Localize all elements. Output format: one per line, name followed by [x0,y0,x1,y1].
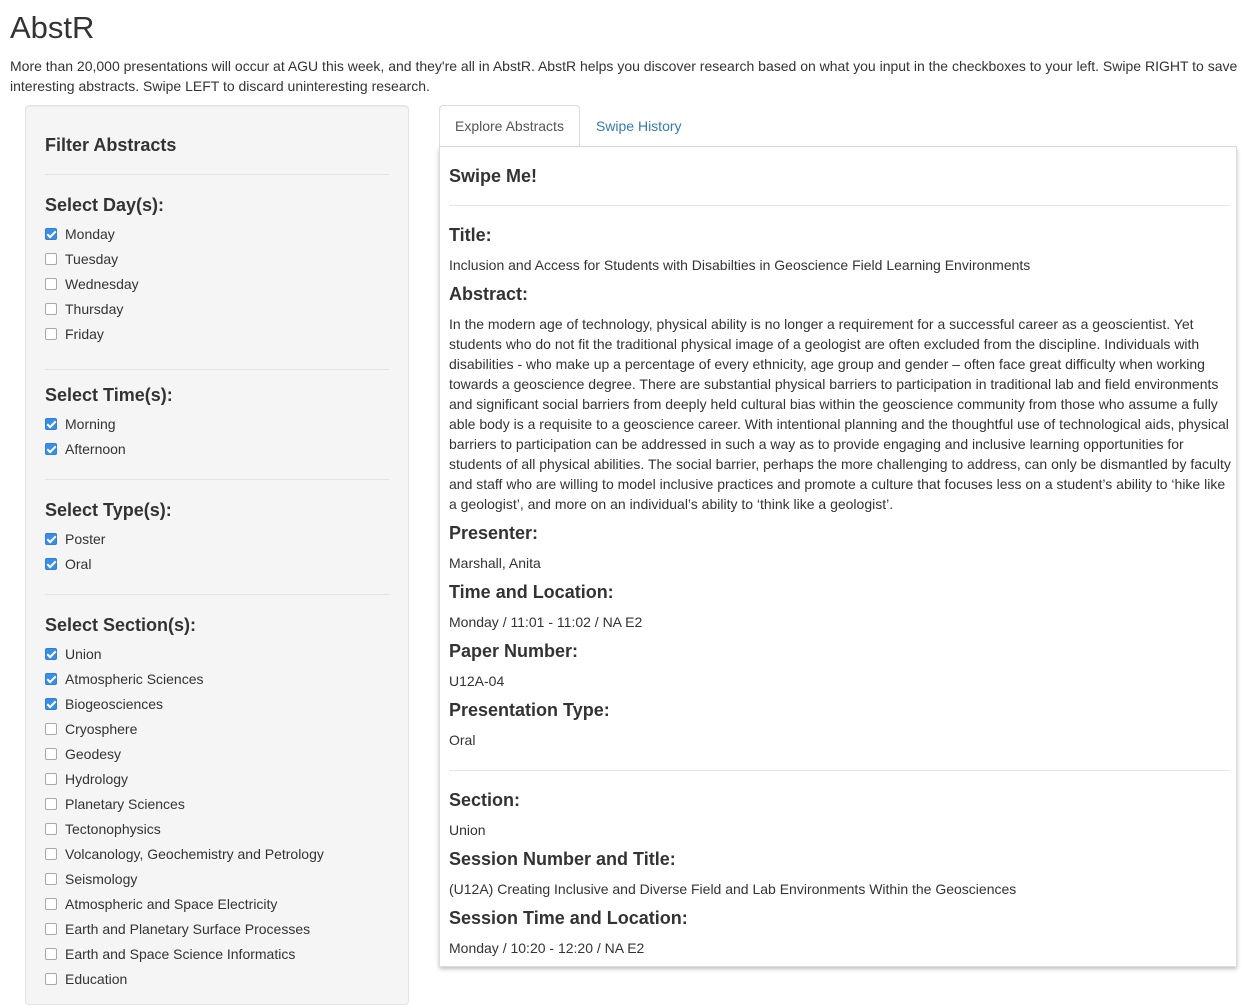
checkbox[interactable] [45,418,57,430]
days-label: Select Day(s): [45,195,165,215]
checkbox-label: Friday [65,325,104,342]
times-option[interactable] [45,436,126,461]
presentation-type-value: Oral [449,732,476,748]
checkbox[interactable] [45,228,57,240]
sections-option[interactable] [45,891,324,916]
checkbox-label: Atmospheric and Space Electricity [65,895,278,912]
abstract-value: In the modern age of technology, physical ability is no longer a requirement for a successful career as a geoscientist. Yet students who do not fit the traditional physical image of a geologist are often excluded from the discipline. Individuals with disabilities - who make up a percentage of every ethnicity, age group and gender – often face great difficulty when working towards a geoscience degree. There are substantial physical barriers to participation in traditional lab and field environments and significant social barriers from deeply held cultural bias within the geoscience community from those who assume a fully able body is a requisite to a geoscience career. With intentional planning and the thoughtful use of technological aids, physical barriers to participation can be addressed in such a way as to provide engaging and inclusive learning opportunities for students of all physical abilities. The social barrier, perhaps the more challenging to address, can only be dismantled by faculty and staff who are willing to model inclusive practices and promote a culture that focuses less on a student’s ability to ‘hike like a geologist’, and more on an individual’s ability to ‘think like a geologist’. [449,316,1231,512]
checkbox[interactable] [45,873,57,885]
presentation-type-label: Presentation Type: [449,700,610,720]
sections-option[interactable] [45,791,324,816]
checkbox[interactable] [45,748,57,760]
sections-option[interactable] [45,741,324,766]
checkbox-label: Oral [65,555,92,572]
checkbox-label: Planetary Sciences [65,795,185,812]
days-checkbox-group [45,221,139,346]
types-option[interactable] [45,526,105,551]
sections-label: Select Section(s): [45,615,197,635]
title-value: Inclusion and Access for Students with Disabilties in Geoscience Field Learning Environments [449,257,1031,273]
times-checkbox-group [45,411,126,461]
times-label: Select Time(s): [45,385,173,405]
checkbox[interactable] [45,673,57,685]
checkbox-label: Morning [65,415,116,432]
checkbox-label: Biogeosciences [65,695,164,712]
sections-option[interactable] [45,816,324,841]
checkbox[interactable] [45,923,57,935]
intro-text: More than 20,000 presentations will occur at AGU this week, and they're all in AbstR. AbstR helps you discover research based on what you input in the checkboxes to your left. Swipe RIGHT to save interesting abstracts. Swipe LEFT to discard uninteresting research. [10,58,1238,94]
types-option[interactable] [45,551,105,576]
days-option[interactable] [45,296,139,321]
times-option[interactable] [45,411,126,436]
section-label: Section: [449,790,521,810]
presenter-label: Presenter: [449,523,539,543]
checkbox[interactable] [45,848,57,860]
sections-option[interactable] [45,966,324,991]
checkbox[interactable] [45,328,57,340]
checkbox[interactable] [45,723,57,735]
checkbox-label: Seismology [65,870,138,887]
sections-checkbox-group [45,641,324,991]
title-label: Title: [449,225,492,245]
divider [45,594,389,595]
days-option[interactable] [45,271,139,296]
sections-option[interactable] [45,941,324,966]
section-value: Union [449,822,486,838]
tab-explore-abstracts[interactable]: Explore Abstracts [439,105,580,147]
checkbox-label: Hydrology [65,770,129,787]
checkbox[interactable] [45,798,57,810]
checkbox-label: Geodesy [65,745,122,762]
checkbox[interactable] [45,948,57,960]
swipe-card[interactable] [439,147,1237,967]
sections-option[interactable] [45,766,324,791]
sections-option[interactable] [45,641,324,666]
checkbox[interactable] [45,253,57,265]
app-title: AbstR [10,10,95,45]
checkbox[interactable] [45,898,57,910]
checkbox[interactable] [45,303,57,315]
filter-title: Filter Abstracts [45,135,177,155]
checkbox-label: Thursday [65,300,124,317]
time-location-label: Time and Location: [449,582,614,602]
checkbox-label: Wednesday [65,275,139,292]
days-option[interactable] [45,221,139,246]
checkbox[interactable] [45,823,57,835]
checkbox[interactable] [45,278,57,290]
divider [449,205,1229,206]
presenter-value: Marshall, Anita [449,555,541,571]
checkbox-label: Union [65,645,102,662]
session-value: (U12A) Creating Inclusive and Diverse Field and Lab Environments Within the Geosciences [449,881,1017,897]
divider [45,369,389,370]
sections-option[interactable] [45,691,324,716]
tab-bar [439,105,698,147]
checkbox[interactable] [45,773,57,785]
days-option[interactable] [45,321,139,346]
divider [45,174,389,175]
time-location-value: Monday / 11:01 - 11:02 / NA E2 [449,614,643,630]
sections-option[interactable] [45,716,324,741]
types-label: Select Type(s): [45,500,172,520]
checkbox-label: Atmospheric Sciences [65,670,204,687]
checkbox[interactable] [45,558,57,570]
checkbox-label: Poster [65,530,106,547]
checkbox-label: Cryosphere [65,720,138,737]
checkbox[interactable] [45,533,57,545]
sections-option[interactable] [45,666,324,691]
divider [449,770,1229,771]
checkbox-label: Afternoon [65,440,126,457]
checkbox-label: Education [65,970,128,987]
swipe-heading: Swipe Me! [449,166,538,186]
tab-swipe-history[interactable]: Swipe History [595,118,682,134]
paper-number-value: U12A-04 [449,673,505,689]
sections-option[interactable] [45,916,324,941]
divider [45,479,389,480]
days-option[interactable] [45,246,139,271]
sections-option[interactable] [45,866,324,891]
checkbox-label: Tuesday [65,250,119,267]
types-checkbox-group [45,526,105,576]
session-time-label: Session Time and Location: [449,908,688,928]
checkbox[interactable] [45,443,57,455]
sections-option[interactable] [45,841,324,866]
checkbox-label: Tectonophysics [65,820,161,837]
checkbox-label: Earth and Planetary Surface Processes [65,920,311,937]
checkbox-label: Monday [65,225,115,242]
abstract-label: Abstract: [449,284,529,304]
checkbox-label: Volcanology, Geochemistry and Petrology [65,845,324,862]
checkbox[interactable] [45,973,57,985]
checkbox[interactable] [45,698,57,710]
paper-number-label: Paper Number: [449,641,579,661]
session-label: Session Number and Title: [449,849,676,869]
filter-panel [25,105,409,1005]
checkbox-label: Earth and Space Science Informatics [65,945,296,962]
checkbox[interactable] [45,648,57,660]
session-time-value: Monday / 10:20 - 12:20 / NA E2 [449,940,645,956]
